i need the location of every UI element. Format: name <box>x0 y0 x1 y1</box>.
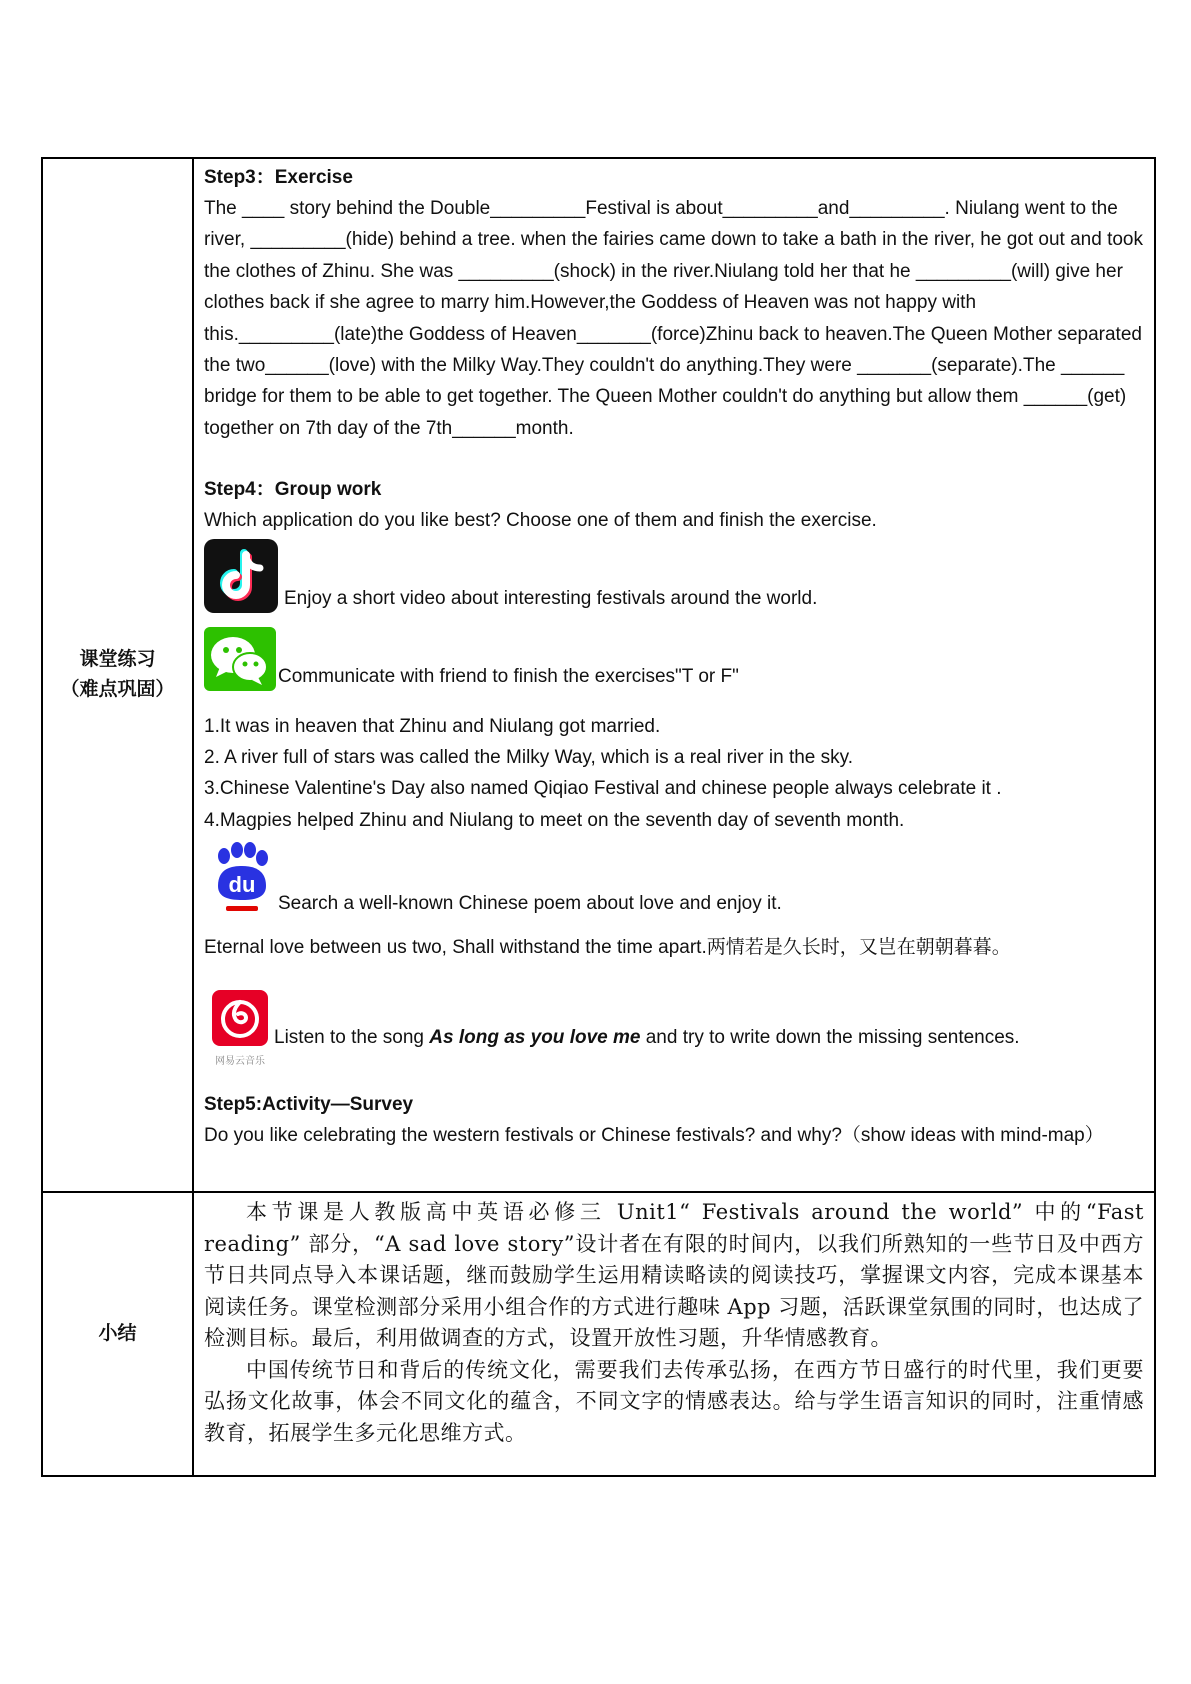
netease-music-icon <box>204 986 274 1070</box>
statement-4: 4.Magpies helped Zhinu and Niulang to meet on the seventh day of seventh month. <box>204 809 905 831</box>
summary-paragraph-1: 本节课是人教版高中英语必修三 Unit1“ Festivals around the world” 中的“Fast reading” 部分，“A sad love story”设计者在有限的时间内，以我们所熟知的一些节日及中西方节日共同点导入本课话题，继而鼓励学生运用精读略读的阅读技巧，掌握课文内容，完成本课基本阅读任务。课堂检测部分采用小组合作的方式进行趣味 App 习题，活跃课堂氛围的同时，也达成了检测目标。最后，利用做调查的方式，设置开放性习题，升华情感教育。 <box>204 1200 1144 1350</box>
step3-cloze-text: The ____ story behind the Double_________Festival is about_________and_________. Niulang went to the river, _________(hide) behind a tree. when the fairies came down to take a bath in the river, he got out and took the clothes of Zhinu. She was _________(shock) in the river.Niulang told her that he _________(will) give her clothes back if she agree to marry him.However,the Goddess of Heaven was not happy with this._________(late)the Goddess of Heaven_______(force)Zhinu back to heaven.The Queen Mother separated the two______(love) with the Milky Way.They couldn't do anything.They were _______(separate).The ______ bridge for them to be able to get together. The Queen Mother couldn't do anything but allow them ______(get) together on 7th day of the 7th______month. <box>204 198 1143 439</box>
practice-row <box>42 158 1155 1192</box>
app-wechat-row <box>204 627 1144 691</box>
poem-line: Eternal love between us two, Shall withstand the time apart.两情若是久长时，又岂在朝朝暮暮。 <box>204 937 1011 959</box>
app-baidu-row <box>204 838 1144 918</box>
statement-1: 1.It was in heaven that Zhinu and Niulang got married. <box>204 715 661 737</box>
netease-task <box>274 1026 1020 1070</box>
netease-brand-label: 网易云音乐 <box>215 1055 265 1067</box>
netease-task-suffix: and try to write down the missing sentences. <box>640 1026 1020 1048</box>
step3-title: Step3：Exercise <box>204 167 353 188</box>
svg-text:du: du <box>228 872 256 898</box>
tiktok-task: Enjoy a short video about interesting festivals around the world. <box>284 587 818 609</box>
song-title: As long as you love me <box>429 1026 641 1048</box>
statement-2: 2. A river full of stars was called the Milky Way, which is a real river in the sky. <box>204 747 854 769</box>
practice-content <box>193 158 1155 1192</box>
baidu-task: Search a well-known Chinese poem about love and enjoy it. <box>278 893 782 915</box>
summary-row <box>42 1192 1155 1476</box>
practice-label: 课堂练习 <box>79 649 156 670</box>
summary-content <box>193 1192 1155 1476</box>
lesson-table <box>41 157 1156 1477</box>
statement-3: 3.Chinese Valentine's Day also named Qiqiao Festival and chinese people always celebrate it . <box>204 778 1002 800</box>
wechat-icon <box>204 627 276 691</box>
tiktok-icon <box>204 539 278 613</box>
summary-label: 小结 <box>42 1192 193 1476</box>
summary-paragraph-2: 中国传统节日和背后的传统文化，需要我们去传承弘扬，在西方节日盛行的时代里，我们更要弘扬文化故事，体会不同文化的蕴含，不同文字的情感表达。给与学生语言知识的同时，注重情感教育，拓展学生多元化思维方式。 <box>204 1357 1144 1445</box>
netease-task-prefix: Listen to the song <box>274 1026 430 1048</box>
step5-question: Do you like celebrating the western festivals or Chinese festivals? and why?（show ideas with mind-map） <box>204 1124 1104 1146</box>
step4-intro: Which application do you like best? Choose one of them and finish the exercise. <box>204 510 877 532</box>
baidu-icon <box>204 838 278 918</box>
wechat-task: Communicate with friend to finish the exercises"T or F" <box>278 665 739 687</box>
app-tiktok-row <box>204 539 1144 613</box>
step4-title: Step4：Group work <box>204 479 382 501</box>
step5-title: Step5:Activity—Survey <box>204 1093 414 1115</box>
practice-label-cell <box>42 158 193 1192</box>
practice-sublabel: （难点巩固） <box>60 679 175 700</box>
app-netease-row <box>204 986 1144 1070</box>
